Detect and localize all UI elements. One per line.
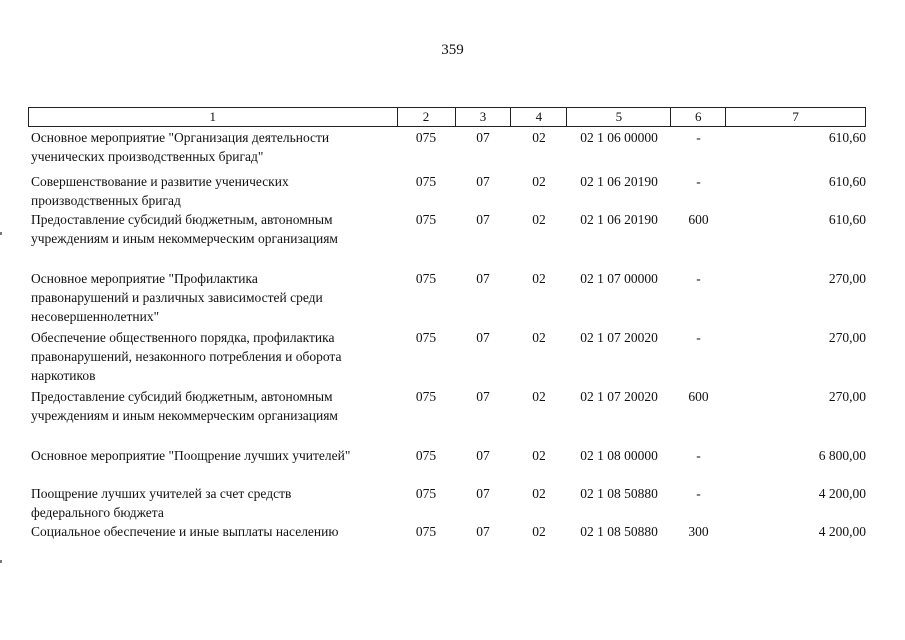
cell-c7: 610,60: [828, 212, 866, 227]
cell-c2: 075: [415, 271, 437, 286]
cell-c3: 07: [476, 271, 490, 286]
row-name-line: Социальное обеспечение и иные выплаты населению: [31, 524, 339, 539]
cell-c2: 075: [415, 212, 437, 227]
cell-c3: 07: [476, 330, 490, 345]
header-col-7: 7: [792, 109, 799, 124]
cell-c2: 075: [415, 330, 437, 345]
scan-mark: [0, 232, 2, 235]
cell-c3: 07: [476, 130, 490, 145]
row-name: [31, 387, 396, 425]
row-name-line: Поощрение лучших учителей за счет средств: [31, 486, 292, 501]
row-name-line: наркотиков: [31, 368, 96, 383]
cell-c6: 600: [688, 212, 709, 227]
header-col-3: 3: [456, 108, 512, 126]
cell-c7: 270,00: [828, 330, 866, 345]
cell-c5: 02 1 06 20190: [580, 212, 658, 227]
row-name: [31, 522, 396, 541]
row-name-line: Предоставление субсидий бюджетным, автономным: [31, 389, 333, 404]
cell-c2: 075: [415, 389, 437, 404]
row-name-line: правонарушений, незаконного потребления и оборота: [31, 349, 342, 364]
cell-c2: 075: [415, 130, 437, 145]
cell-c4: 02: [532, 448, 546, 463]
cell-c3: 07: [476, 486, 490, 501]
cell-c5: 02 1 06 00000: [580, 130, 658, 145]
cell-c7: 270,00: [828, 271, 866, 286]
cell-c2: 075: [415, 524, 437, 539]
row-name: [31, 172, 396, 210]
cell-c7: 6 800,00: [818, 448, 866, 463]
cell-c6: -: [696, 448, 701, 463]
cell-c5: 02 1 08 50880: [580, 524, 658, 539]
cell-c2: 075: [415, 174, 437, 189]
cell-c3: 07: [476, 389, 490, 404]
cell-c4: 02: [532, 271, 546, 286]
row-name-line: ученических производственных бригад": [31, 149, 264, 164]
row-name-line: Обеспечение общественного порядка, профилактика: [31, 330, 335, 345]
cell-c5: 02 1 08 00000: [580, 448, 658, 463]
row-name-line: Предоставление субсидий бюджетным, автономным: [31, 212, 333, 227]
cell-c3: 07: [476, 524, 490, 539]
cell-c2: 075: [415, 448, 437, 463]
cell-c3: 07: [476, 174, 490, 189]
cell-c5: 02 1 07 20020: [580, 330, 658, 345]
header-col-1: 1: [29, 108, 398, 126]
cell-c7: 4 200,00: [818, 486, 866, 501]
row-name: [31, 446, 396, 465]
cell-c5: 02 1 07 00000: [580, 271, 658, 286]
header-col-5: 5: [567, 108, 671, 126]
cell-c2: 075: [415, 486, 437, 501]
row-name: [31, 269, 396, 326]
row-name: [31, 484, 396, 522]
row-name-line: учреждениям и иным некоммерческим организациям: [31, 231, 338, 246]
row-name-line: Основное мероприятие "Профилактика: [31, 271, 258, 286]
cell-c6: -: [696, 271, 701, 286]
cell-c7: 270,00: [828, 389, 866, 404]
cell-c6: 300: [688, 524, 709, 539]
scan-mark: [0, 560, 2, 563]
cell-c4: 02: [532, 330, 546, 345]
row-name: [31, 210, 396, 248]
cell-c3: 07: [476, 212, 490, 227]
cell-c6: -: [696, 130, 701, 145]
cell-c6: -: [696, 174, 701, 189]
cell-c7: 610,60: [828, 174, 866, 189]
cell-c7: 4 200,00: [818, 524, 866, 539]
cell-c4: 02: [532, 524, 546, 539]
row-name-line: несовершеннолетних": [31, 309, 160, 324]
cell-c5: 02 1 07 20020: [580, 389, 658, 404]
header-col-4: 4: [511, 108, 567, 126]
cell-c4: 02: [532, 389, 546, 404]
header-col-6: 6: [671, 108, 726, 126]
row-name: [31, 128, 396, 166]
row-name-line: Основное мероприятие "Организация деятельности: [31, 130, 330, 145]
cell-c7: 610,60: [828, 130, 866, 145]
cell-c6: -: [696, 330, 701, 345]
cell-c4: 02: [532, 212, 546, 227]
page-number: 359: [441, 42, 464, 58]
header-col-2: 2: [398, 108, 456, 126]
cell-c3: 07: [476, 448, 490, 463]
row-name-line: учреждениям и иным некоммерческим организациям: [31, 408, 338, 423]
cell-c4: 02: [532, 130, 546, 145]
cell-c4: 02: [532, 486, 546, 501]
row-name-line: Совершенствование и развитие ученических: [31, 174, 289, 189]
cell-c4: 02: [532, 174, 546, 189]
row-name-line: производственных бригад: [31, 193, 181, 208]
row-name-line: Основное мероприятие "Поощрение лучших учителей": [31, 448, 351, 463]
row-name-line: федерального бюджета: [31, 505, 164, 520]
cell-c5: 02 1 08 50880: [580, 486, 658, 501]
cell-c5: 02 1 06 20190: [580, 174, 658, 189]
row-name-line: правонарушений и различных зависимостей среди: [31, 290, 323, 305]
cell-c6: -: [696, 486, 701, 501]
row-name: [31, 328, 396, 385]
cell-c6: 600: [688, 389, 709, 404]
table-header: [28, 107, 866, 127]
